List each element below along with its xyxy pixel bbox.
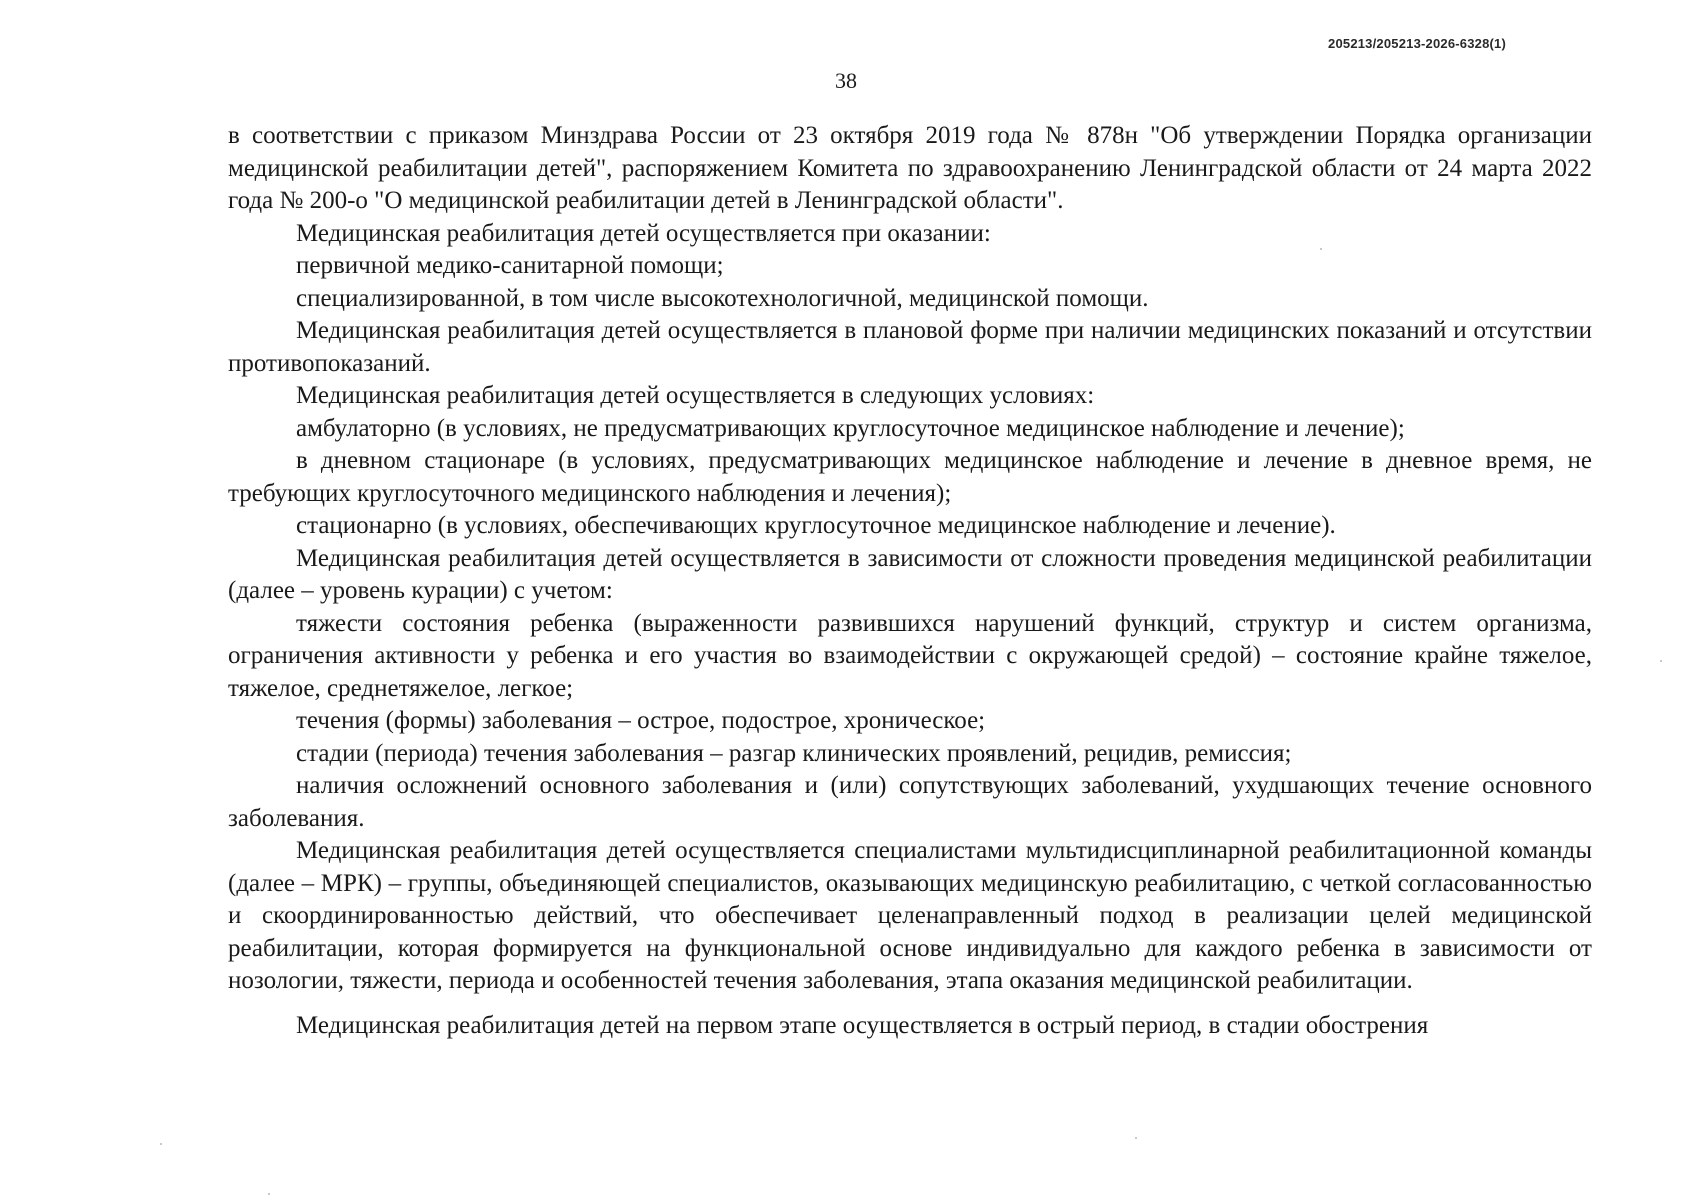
list-item: амбулаторно (в условиях, не предусматривающих круглосуточное медицинское наблюдение и лечение);: [296, 414, 1405, 442]
list-item: наличия осложнений основного заболевания и (или) сопутствующих заболеваний, ухудшающих течение основного заболевания.: [228, 772, 1592, 832]
list-item: специализированной, в том числе высокотехнологичной, медицинской помощи.: [296, 284, 1149, 312]
paragraph: в соответствии с приказом Минздрава России от 23 октября 2019 года № 878н "Об утверждении Порядка организации медицинской реабилитации детей", распоряжением Комитета по здравоохранению Ленинградской области от 24 марта 2022 года № 200-о "О медицинской реабилитации детей в Ленинградской области".: [228, 122, 1592, 214]
paragraph: Медицинская реабилитация детей на первом этапе осуществляется в острый период, в стадии обострения: [296, 1011, 1429, 1039]
list-item: первичной медико-санитарной помощи;: [296, 252, 724, 279]
document-registration-number: 205213/205213-2026-6328(1): [1328, 36, 1506, 51]
list-item: тяжести состояния ребенка (выраженности развившихся нарушений функций, структур и систем организма, ограничения активности у ребенка и его участия во взаимодействии с окружающей средой) – состояние крайне тяжелое, тяжелое, среднетяжелое, легкое;: [228, 609, 1592, 702]
paragraph: Медицинская реабилитация детей осуществляется в следующих условиях:: [296, 382, 1095, 409]
scan-speck: [268, 1193, 270, 1195]
list-item: течения (формы) заболевания – острое, подострое, хроническое;: [296, 707, 986, 734]
paragraph: Медицинская реабилитация детей осуществляется при оказании:: [296, 219, 991, 247]
paragraph: Медицинская реабилитация детей осуществляется специалистами мультидисциплинарной реабилитационной команды (далее – МРК) – группы, объединяющей специалистов, оказывающих медицинскую реабилитацию, с четкой согласованностью и скоординированностью действий, что обеспечивает целенаправленный подход в реализации целей медицинской реабилитации, которая формируется на функциональной основе индивидуально для каждого ребенка в зависимости от нозологии, тяжести, периода и особенностей течения заболевания, этапа оказания медицинской реабилитации.: [228, 837, 1592, 994]
list-item: в дневном стационаре (в условиях, предусматривающих медицинское наблюдение и лечение в дневное время, не требующих круглосуточного медицинского наблюдения и лечения);: [228, 447, 1592, 507]
list-item: стадии (периода) течения заболевания – разгар клинических проявлений, рецидив, ремиссия;: [296, 739, 1292, 767]
paragraph: Медицинская реабилитация детей осуществляется в плановой форме при наличии медицинских показаний и отсутствии противопоказаний.: [228, 317, 1592, 377]
scan-speck: [1320, 248, 1322, 250]
document-body: [228, 120, 1592, 1042]
scan-speck: [1660, 660, 1662, 662]
scan-speck: [160, 1143, 162, 1145]
scan-speck: [1135, 1137, 1137, 1139]
page-number: 38: [835, 68, 857, 93]
list-item: стационарно (в условиях, обеспечивающих круглосуточное медицинское наблюдение и лечение).: [296, 512, 1336, 539]
paragraph: Медицинская реабилитация детей осуществляется в зависимости от сложности проведения медицинской реабилитации (далее – уровень курации) с учетом:: [228, 544, 1592, 604]
